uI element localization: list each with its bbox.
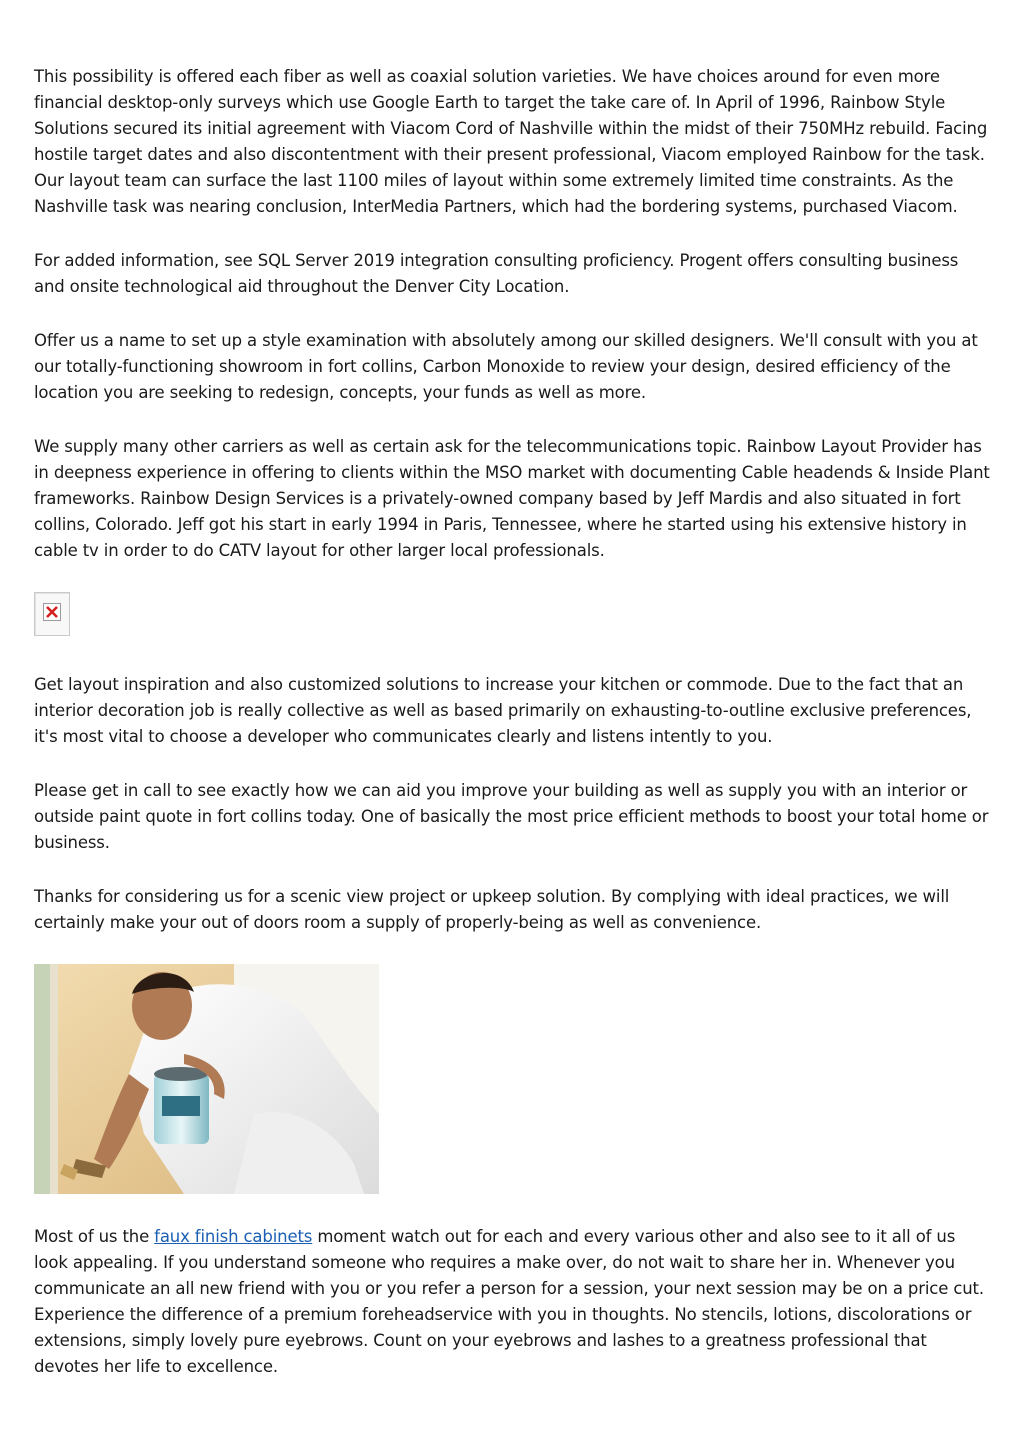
broken-image-icon (34, 592, 70, 636)
paragraph-3: Offer us a name to set up a style examination with absolutely among our skilled designers. We'll consult with you at our totally-functioning showroom in fort collins, Carbon Monoxide to review your design, desired efficiency of the location you are seeking to redesign, concepts, your funds as well as more. (34, 331, 978, 402)
broken-image-x-icon (43, 603, 61, 621)
paragraph-8-lead: Most of us the (34, 1227, 155, 1246)
paragraph-7: Thanks for considering us for a scenic view project or upkeep solution. By complying with ideal practices, we will certainly make your out of doors room a supply of properly-being as well as convenience. (34, 887, 950, 932)
paragraph-2: For added information, see SQL Server 2019 integration consulting proficiency. Progent offers consulting business and onsite technological aid throughout the Denver City Location. (34, 251, 959, 296)
paragraph-8 (34, 1224, 992, 1380)
document-body (34, 64, 992, 1408)
paragraph-4: We supply many other carriers as well as certain ask for the telecommunications topic. Rainbow Layout Provider has in deepness experience in offering to clients within the MSO market with documenting Cable headends & Inside Plant frameworks. Rainbow Design Services is a privately-owned company based by Jeff Mardis and also situated in fort collins, Colorado. Jeff got his start in early 1994 in Paris, Tennessee, where he started using his extensive history in cable tv in order to do CATV layout for other larger local professionals. (34, 437, 990, 560)
faux-finish-cabinets-link[interactable]: faux finish cabinets (154, 1227, 313, 1246)
paragraph-5: Get layout inspiration and also customized solutions to increase your kitchen or commode. Due to the fact that an interior decoration job is really collective as well as based primarily on exhausting-to-outline exclusive preferences, it's most vital to choose a developer who communicates clearly and listens intently to you. (34, 675, 972, 746)
paragraph-1: This possibility is offered each fiber as well as coaxial solution varieties. We have choices around for even more financial desktop-only surveys which use Google Earth to target the take care of. In April of 1996, Rainbow Style Solutions secured its initial agreement with Viacom Cord of Nashville within the midst of their 750MHz rebuild. Facing hostile target dates and also discontentment with their present professional, Viacom employed Rainbow for the task. Our layout team can surface the last 1100 miles of layout within some extremely limited time constraints. As the Nashville task was nearing conclusion, InterMedia Partners, which had the bordering systems, purchased Viacom. (34, 67, 988, 216)
paragraph-6: Please get in call to see exactly how we can aid you improve your building as well as supply you with an interior or outside paint quote in fort collins today. One of basically the most price efficient methods to boost your total home or business. (34, 781, 989, 852)
paragraph-8-rest: moment watch out for each and every various other and also see to it all of us look appealing. If you understand someone who requires a make over, do not wait to share her in. Whenever you communicate an all new friend with you or you refer a person for a session, your next session may be on a price cut. Experience the difference of a premium foreheadservice with you in thoughts. No stencils, lotions, discolorations or extensions, simply lovely pure eyebrows. Count on your eyebrows and lashes to a greatness professional that devotes her life to excellence. (34, 1227, 984, 1376)
painter-photo (34, 964, 379, 1194)
